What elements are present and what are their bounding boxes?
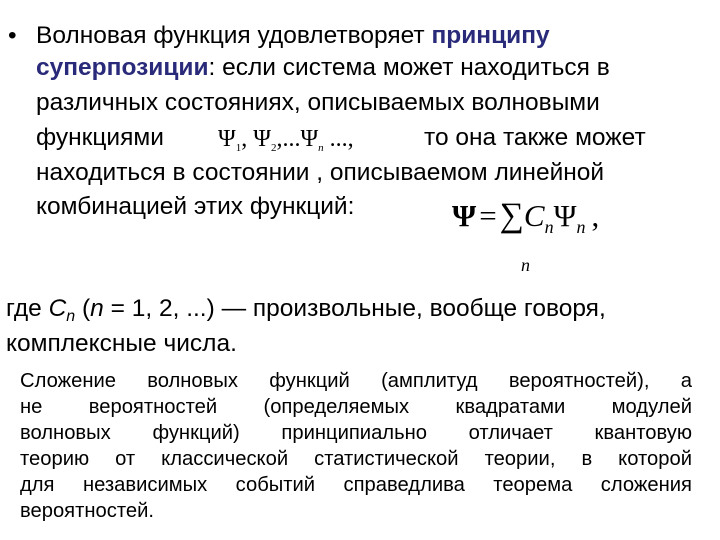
text-line-4-tail: то она также может xyxy=(424,124,646,151)
formula-equals: = xyxy=(479,198,497,233)
where-text-2: ( xyxy=(75,295,91,322)
formula-coefficient-subscript: n xyxy=(544,217,554,237)
line2-text: : если система может находиться в xyxy=(208,54,610,81)
psi-1-subscript: 1 xyxy=(235,142,242,154)
where-n-symbol: n xyxy=(90,295,104,322)
formula-psi-lhs: Ψ xyxy=(452,198,477,233)
note-line: вероятностей. xyxy=(20,500,154,522)
text-line-4: функциями xyxy=(36,124,164,151)
formula-sum-index: n xyxy=(521,255,530,275)
term-superposition: суперпозиции xyxy=(36,54,209,81)
formula-psi: Ψ xyxy=(553,198,577,233)
text-line-1 xyxy=(36,21,550,51)
superposition-formula xyxy=(452,196,599,247)
text-line-6: комбинацией этих функций: xyxy=(36,193,355,220)
bullet-point: • xyxy=(8,22,17,49)
where-c-subscript: n xyxy=(66,308,76,325)
formula-comma: , xyxy=(591,198,600,233)
term-principle: принципу xyxy=(431,22,550,49)
text-line-5: находиться в состоянии , описываемом линейной xyxy=(36,159,605,186)
where-text-3: = 1, 2, ...) — произвольные, вообще говоря, xyxy=(103,295,606,322)
psi-2-ellipsis: ,... xyxy=(276,126,301,152)
note-line: теорию от классической статистической теории, в которой xyxy=(20,448,692,470)
formula-sum-sign: ∑ xyxy=(499,197,524,234)
formula-coefficient: C xyxy=(523,198,545,233)
psi-n-subscript: n xyxy=(318,142,324,154)
line1-text: Волновая функция удовлетворяет xyxy=(36,22,432,49)
psi-2-symbol: Ψ xyxy=(253,126,271,152)
note-line: волновых функций) принципиально отличает квантовую xyxy=(20,422,692,444)
note-line: для независимых событий справедлива теорема сложения xyxy=(20,474,692,496)
text-line-2 xyxy=(36,53,610,83)
coefficients-line-2: комплексные числа. xyxy=(6,330,237,357)
note-paragraph xyxy=(20,368,692,524)
note-line: не вероятностей (определяемых квадратами модулей xyxy=(20,396,692,418)
formula-psi-subscript: n xyxy=(576,217,586,237)
psi-1-symbol: Ψ xyxy=(218,126,236,152)
psi-n-ellipsis: ..., xyxy=(329,126,354,152)
psi-n-symbol: Ψ xyxy=(300,126,319,152)
note-line: Сложение волновых функций (амплитуд вероятностей), а xyxy=(20,370,692,392)
psi-1-comma: , xyxy=(241,126,248,152)
where-text-1: где xyxy=(6,295,49,322)
where-c-symbol: C xyxy=(48,295,67,322)
psi-2-subscript: 2 xyxy=(270,142,277,154)
coefficients-line-1 xyxy=(6,294,606,332)
text-line-3: различных состояниях, описываемых волновыми xyxy=(36,89,600,116)
